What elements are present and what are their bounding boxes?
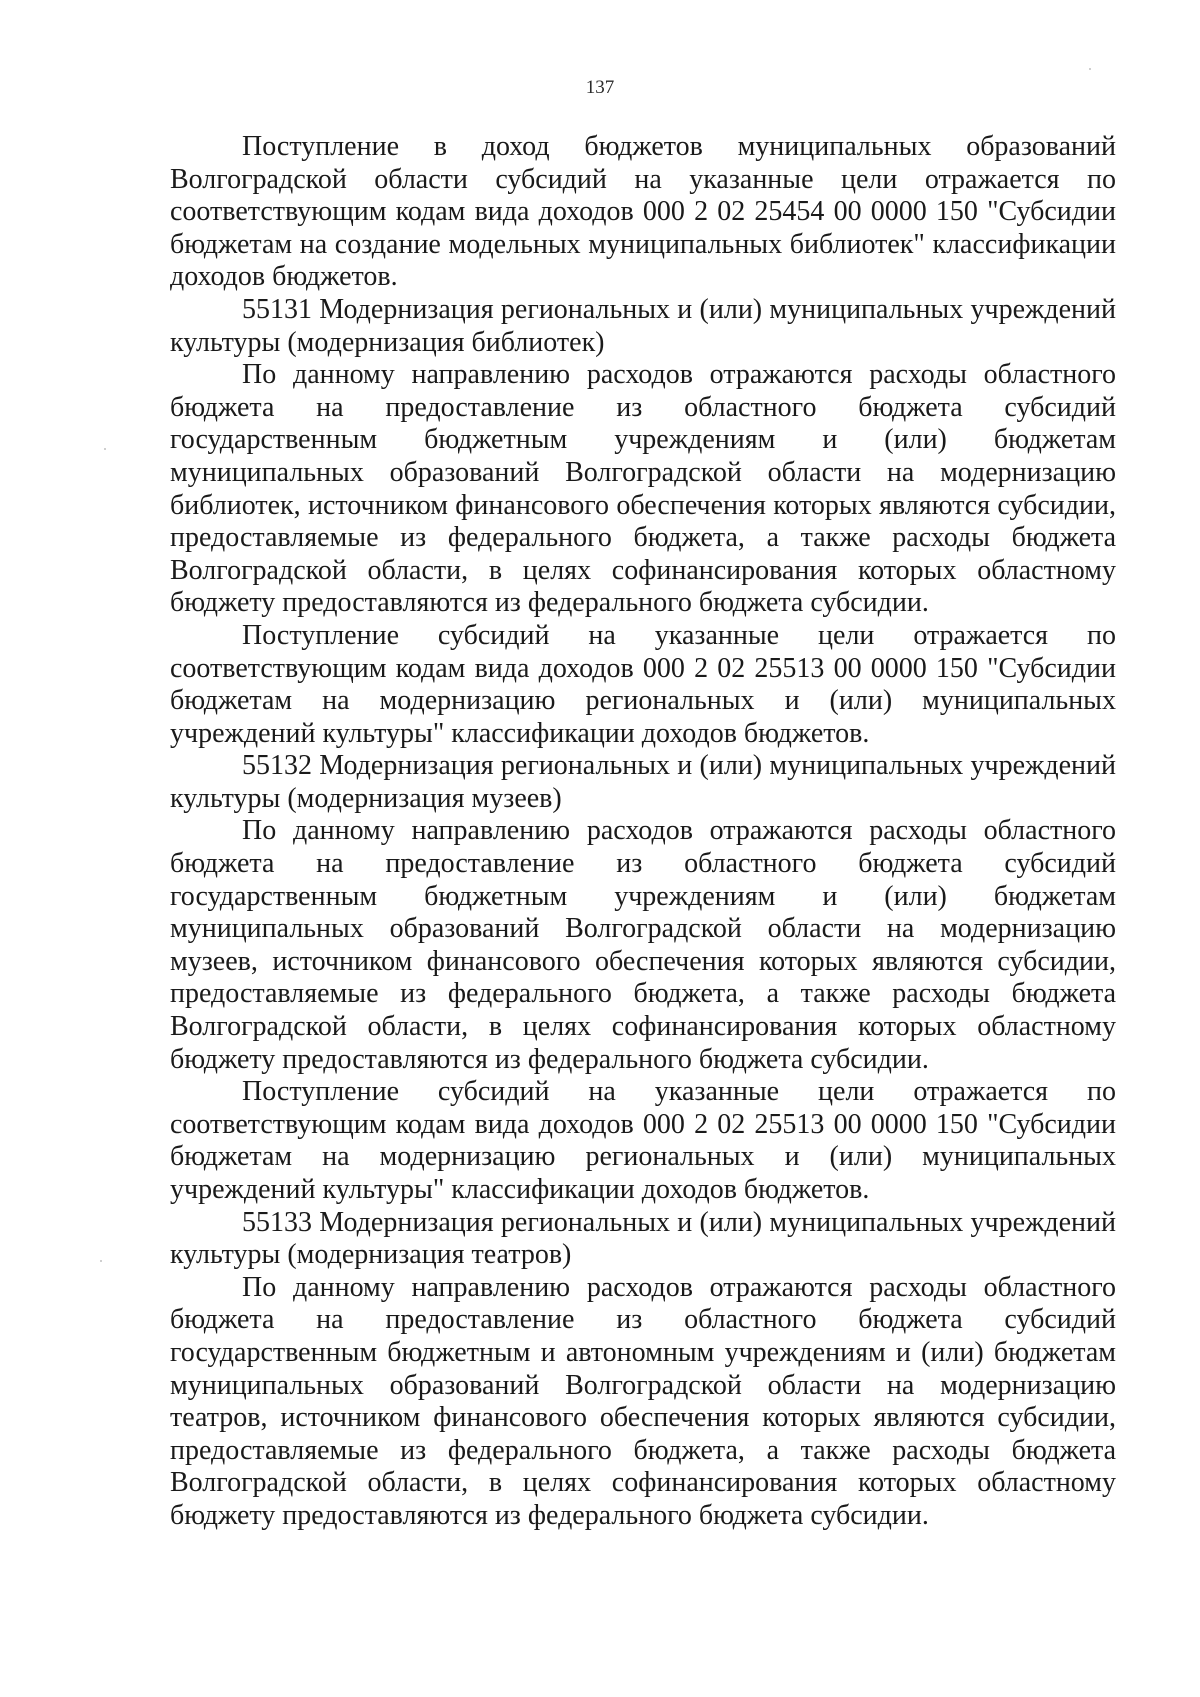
paragraph-55131-income: Поступление субсидий на указанные цели отражается по соответствующим кодам вида доходов 000 2 02 25513 00 0000 150 "Субсидии бюджетам на модернизацию региональных и (или) муниципальных учреждений культуры" классификации доходов бюджетов. <box>170 619 1116 749</box>
heading-55131: 55131 Модернизация региональных и (или) муниципальных учреждений культуры (модернизация библиотек) <box>170 293 1116 358</box>
page-number: 137 <box>585 77 615 98</box>
heading-55132: 55132 Модернизация региональных и (или) муниципальных учреждений культуры (модернизация музеев) <box>170 750 1116 814</box>
paragraph-55132-income: Поступление субсидий на указанные цели отражается по соответствующим кодам вида доходов 000 2 02 25513 00 0000 150 "Субсидии бюджетам на модернизацию региональных и (или) муниципальных учреждений культуры" классификации доходов бюджетов. <box>170 1076 1116 1205</box>
paragraph-55132-expenses: По данному направлению расходов отражаются расходы областного бюджета на предоставление из областного бюджета субсидий государственным бюджетным учреждениям и (или) бюджетам муниципальных образований Волгоградской области на модернизацию музеев, источником финансового обеспечения которых являются субсидии, предоставляемые из федерального бюджета, а также расходы бюджета Волгоградской области, в целях софинансирования которых областному бюджету предоставляются из федерального бюджета субсидии. <box>170 815 1116 1075</box>
paragraph-55133-expenses: По данному направлению расходов отражаются расходы областного бюджета на предоставление из областного бюджета субсидий государственным бюджетным и автономным учреждениям и (или) бюджетам муниципальных образований Волгоградской области на модернизацию театров, источником финансового обеспечения которых являются субсидии, предоставляемые из федерального бюджета, а также расходы бюджета Волгоградской области, в целях софинансирования которых областному бюджету предоставляются из федерального бюджета субсидии. <box>170 1271 1116 1531</box>
scan-mark-left-2 <box>100 1260 102 1262</box>
paragraph-55131-expenses: По данному направлению расходов отражаются расходы областного бюджета на предоставление из областного бюджета субсидий государственным бюджетным учреждениям и (или) бюджетам муниципальных образований Волгоградской области на модернизацию библиотек, источником финансового обеспечения которых являются субсидии, предоставляемые из федерального бюджета, а также расходы бюджета Волгоградской области, в целях софинансирования которых областному бюджету предоставляются из федерального бюджета субсидии. <box>170 359 1116 619</box>
body-text <box>170 131 1116 1533</box>
heading-55133: 55133 Модернизация региональных и (или) муниципальных учреждений культуры (модернизация театров) <box>170 1206 1116 1271</box>
paragraph-income-library-subsidies: Поступление в доход бюджетов муниципальных образований Волгоградской области субсидий на указанные цели отражается по соответствующим кодам вида доходов 000 2 02 25454 00 0000 150 "Субсидии бюджетам на создание модельных муниципальных библиотек" классификации доходов бюджетов. <box>170 131 1116 293</box>
scan-mark-left-1 <box>104 448 106 450</box>
scan-mark-top-right <box>1089 68 1091 70</box>
